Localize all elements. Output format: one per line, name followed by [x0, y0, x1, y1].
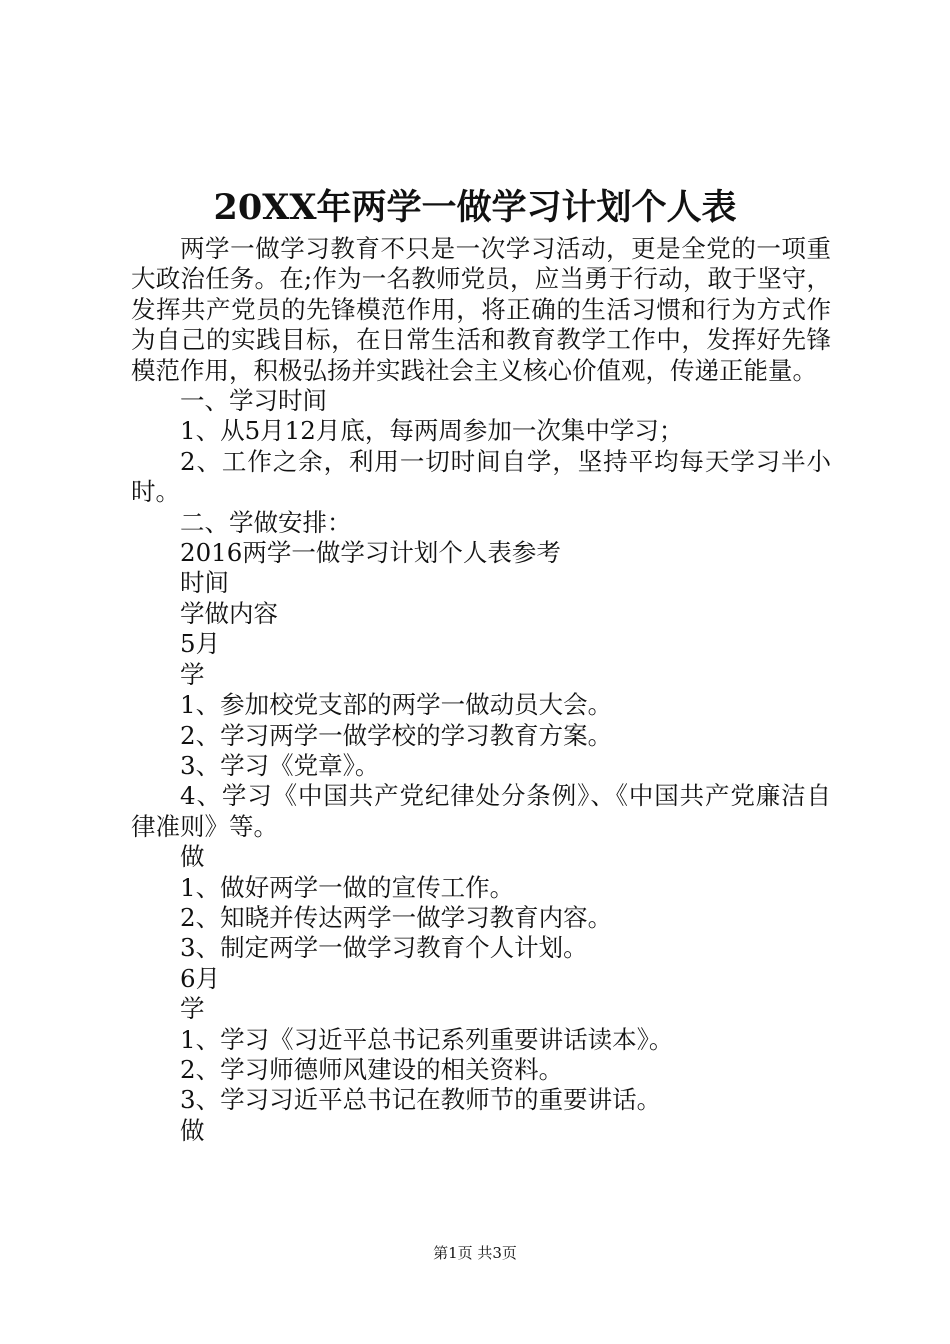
paragraph: 3、学习《党章》。 [180, 750, 380, 780]
paragraph: 1、学习《习近平总书记系列重要讲话读本》。 [180, 1024, 674, 1054]
paragraph: 1、参加校党支部的两学一做动员大会。 [180, 690, 613, 720]
page-footer: 第1页 共3页 [433, 1244, 517, 1262]
paragraph: 2016两学一做学习计划个人表参考 [180, 538, 561, 568]
paragraph: 2、工作之余，利用一切时间自学，坚持平均每天学习半小时。 [131, 446, 831, 507]
paragraph: 1、做好两学一做的宣传工作。 [180, 872, 515, 902]
paragraph: 4、学习《中国共产党纪律处分条例》、《中国共产党廉洁自律准则》等。 [131, 781, 831, 841]
paragraph: 2、知晓并传达两学一做学习教育内容。 [180, 902, 613, 932]
paragraph: 学 [180, 659, 205, 689]
paragraph: 时间 [180, 568, 229, 598]
paragraph: 2、学习师德师风建设的相关资料。 [180, 1054, 564, 1084]
paragraph: 3、学习习近平总书记在教师节的重要讲话。 [180, 1085, 662, 1115]
paragraph: 3、制定两学一做学习教育个人计划。 [180, 933, 588, 963]
paragraph: 二、学做安排： [180, 507, 352, 537]
paragraph: 两学一做学习教育不只是一次学习活动，更是全党的一项重大政治任务。在;作为一名教师党员，应当勇于行动，敢于坚守，发挥共产党员的先锋模范作用，将正确的生活习惯和行为方式作为自己的实践目标，在日常生活和教育教学工作中，发挥好先锋模范作用，积极弘扬并实践社会主义核心价值观，传递正能量。 [131, 234, 831, 385]
paragraph: 2、学习两学一做学校的学习教育方案。 [180, 720, 613, 750]
paragraph: 做 [180, 842, 205, 872]
document-title: 20XX年两学一做学习计划个人表 [213, 187, 737, 228]
paragraph: 学做内容 [180, 598, 278, 628]
paragraph: 做 [180, 1115, 205, 1145]
paragraph: 5月 [180, 629, 221, 659]
paragraph: 1、从5月12月底，每两周参加一次集中学习； [180, 416, 684, 446]
document-body [131, 234, 831, 1146]
paragraph: 学 [180, 994, 205, 1024]
paragraph: 6月 [180, 963, 221, 993]
paragraph: 一、学习时间 [180, 386, 327, 416]
